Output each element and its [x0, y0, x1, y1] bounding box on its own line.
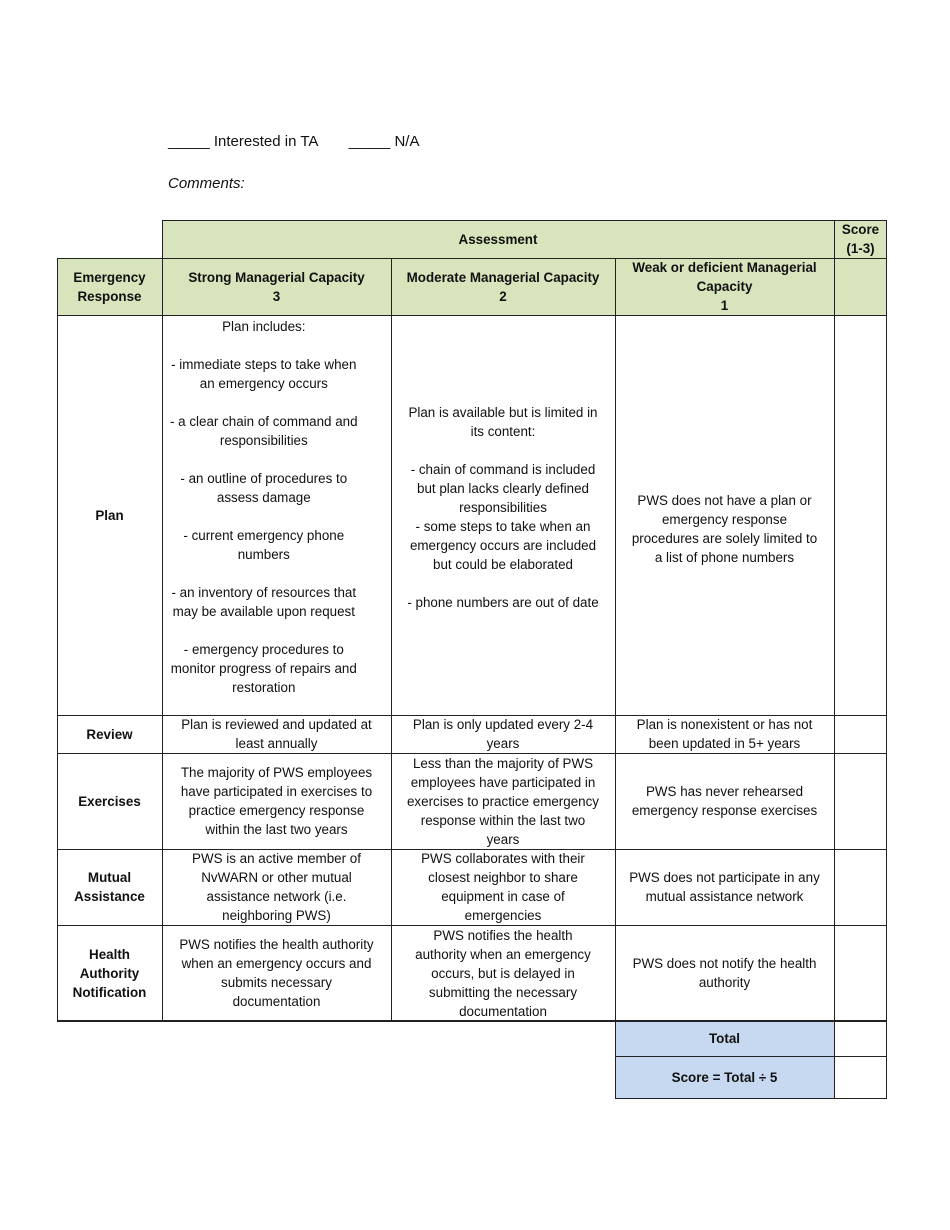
moderate-header: Moderate Managerial Capacity 2	[391, 258, 615, 315]
category-health-authority-notification: Health Authority Notification	[72, 946, 147, 1000]
rule	[615, 258, 616, 1099]
exercises-weak: PWS has never rehearsed emergency response exercises	[631, 784, 818, 818]
category-exercises: Exercises	[78, 793, 141, 809]
rule	[391, 258, 392, 1021]
total-label: Total	[615, 1021, 834, 1056]
health-notification-weak: PWS does not notify the health authority	[632, 956, 817, 990]
category-mutual-assistance: Mutual Assistance	[74, 870, 145, 904]
rule	[615, 1098, 887, 1099]
rule	[57, 258, 887, 259]
health-notification-moderate: PWS notifies the health authority when an emergency occurs, but is delayed in submitting the necessary documentation	[415, 927, 591, 1019]
rule	[57, 925, 887, 926]
mutual-assistance-score-input[interactable]	[834, 849, 887, 925]
weak-header: Weak or deficient Managerial Capacity 1	[615, 258, 834, 315]
category-header: Emergency Response	[57, 258, 162, 315]
comments-label: Comments:	[168, 175, 245, 192]
rule	[57, 849, 887, 850]
category-review: Review	[86, 726, 133, 742]
category-plan: Plan	[95, 507, 124, 523]
mutual-assistance-moderate: PWS collaborates with their closest neighbor to share equipment in case of emergencies	[421, 851, 585, 923]
review-weak: Plan is nonexistent or has not been updated in 5+ years	[636, 717, 813, 751]
exercises-score-input[interactable]	[834, 753, 887, 849]
rule	[886, 220, 887, 1099]
rule	[57, 753, 887, 754]
rule	[57, 258, 58, 1021]
review-moderate: Plan is only updated every 2-4 years	[412, 717, 594, 751]
health-notification-strong: PWS notifies the health authority when an emergency occurs and submits necessary documentation	[179, 937, 374, 1009]
score-label: Score = Total ÷ 5	[615, 1056, 834, 1099]
rule	[162, 220, 887, 221]
rule	[57, 315, 887, 316]
exercises-strong: The majority of PWS employees have participated in exercises to practice emergency response within the last two years	[180, 765, 373, 837]
rule	[162, 220, 163, 1021]
score-input[interactable]	[834, 1056, 887, 1099]
plan-weak: PWS does not have a plan or emergency response procedures are solely limited to a list of phone numbers	[631, 492, 818, 565]
exercises-moderate: Less than the majority of PWS employees have participated in exercises to practice emergency response within the last two years	[406, 755, 599, 847]
rule	[57, 1020, 887, 1022]
total-input[interactable]	[834, 1021, 887, 1056]
rule	[57, 715, 887, 716]
rule	[615, 1056, 887, 1057]
score-header: Score (1-3)	[834, 220, 887, 258]
mutual-assistance-strong: PWS is an active member of NvWARN or other mutual assistance network (i.e. neighboring PWS)	[192, 851, 361, 923]
plan-score-input[interactable]	[834, 315, 887, 715]
assessment-header: Assessment	[162, 220, 834, 258]
review-score-input[interactable]	[834, 715, 887, 753]
health-notification-score-input[interactable]	[834, 925, 887, 1021]
review-strong: Plan is reviewed and updated at least annually	[181, 717, 372, 751]
strong-header: Strong Managerial Capacity 3	[162, 258, 391, 315]
plan-strong: Plan includes: - immediate steps to take when an emergency occurs - a clear chain of command and responsibilities - an outline of procedures to assess damage - current emergency phone numbers - an inventory of resources that may be available upon request - emergency procedures to monitor progress of repairs and restoration	[170, 319, 358, 695]
not-applicable[interactable]: _____ N/A	[348, 133, 420, 150]
mutual-assistance-weak: PWS does not participate in any mutual assistance network	[629, 870, 820, 904]
rule	[834, 220, 835, 1099]
interested-in-ta[interactable]: _____ Interested in TA	[168, 133, 319, 150]
plan-moderate: Plan is available but is limited in its content: - chain of command is included but plan lacks clearly defined responsibilities - some steps to take when an emergency occurs are included but could be elaborated - phone numbers are out of date	[407, 404, 599, 610]
score-header-blank	[834, 258, 887, 315]
